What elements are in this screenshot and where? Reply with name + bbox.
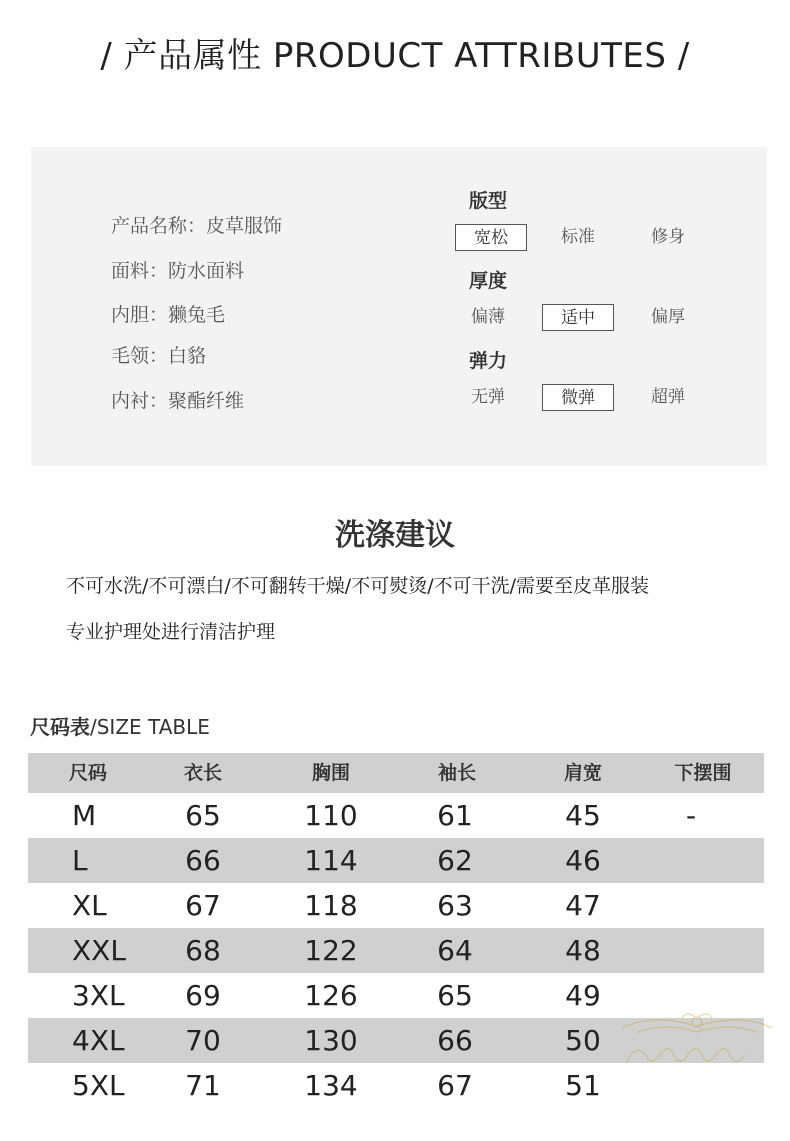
size-table-title: [30, 711, 210, 740]
cell-sleeve: 65: [437, 979, 473, 1012]
cell-chest: 122: [304, 934, 358, 967]
header-chest: 胸围: [311, 762, 350, 784]
fit-option-standard: 标准: [561, 227, 595, 247]
cell-chest: 114: [304, 844, 358, 877]
care-text-line-2: 专业护理处进行清洁护理: [66, 621, 276, 643]
cell-sleeve: 66: [437, 1024, 473, 1057]
cell-size: 5XL: [72, 1069, 125, 1102]
cell-chest: 126: [304, 979, 358, 1012]
elasticity-option-super: 超弹: [651, 387, 685, 407]
thickness-option-medium: 适中: [542, 304, 614, 331]
cell-hem: -: [685, 799, 697, 832]
cell-size: M: [72, 799, 97, 832]
table-row: [28, 883, 764, 928]
header-shoulder: 肩宽: [563, 762, 602, 784]
cell-length: 71: [185, 1069, 221, 1102]
cell-shoulder: 49: [565, 979, 601, 1012]
care-title: 洗涤建议: [335, 518, 455, 553]
thickness-option-thick: 偏厚: [651, 307, 685, 327]
cell-shoulder: 48: [565, 934, 601, 967]
thickness-group-title: 厚度: [469, 270, 508, 292]
thickness-option-thin: 偏薄: [471, 307, 505, 327]
cell-length: 67: [185, 889, 221, 922]
cell-chest: 134: [304, 1069, 358, 1102]
attr-inner-lining: 内衬：聚酯纤维: [111, 390, 245, 412]
header-sleeve: 袖长: [437, 762, 476, 784]
cell-length: 66: [185, 844, 221, 877]
cell-size: 4XL: [72, 1024, 125, 1057]
cell-size: L: [72, 844, 88, 877]
attr-collar: 毛领：白貉: [111, 345, 207, 367]
table-row: [28, 928, 764, 973]
cell-sleeve: 63: [437, 889, 473, 922]
cell-size: 3XL: [72, 979, 125, 1012]
attr-product-name: 产品名称：皮草服饰: [111, 215, 283, 237]
fit-option-slim: 修身: [651, 227, 685, 247]
cell-size: XL: [72, 889, 107, 922]
table-row: [28, 838, 764, 883]
cell-length: 68: [185, 934, 221, 967]
elasticity-group-title: 弹力: [469, 350, 508, 372]
elasticity-option-slight: 微弹: [542, 384, 614, 411]
attr-fabric: 面料：防水面料: [111, 260, 245, 282]
fit-option-loose: 宽松: [455, 224, 527, 251]
cell-size: XXL: [72, 934, 126, 967]
cell-shoulder: 45: [565, 799, 601, 832]
size-table-title-cn: 尺码表: [30, 715, 90, 739]
attr-lining-fur: 内胆：獭兔毛: [111, 304, 226, 326]
product-attributes-panel: [31, 147, 767, 466]
cell-length: 65: [185, 799, 221, 832]
cell-length: 69: [185, 979, 221, 1012]
cell-shoulder: 50: [565, 1024, 601, 1057]
cell-chest: 110: [304, 799, 358, 832]
cell-sleeve: 61: [437, 799, 473, 832]
cell-shoulder: 51: [565, 1069, 601, 1102]
fit-group-title: 版型: [469, 190, 508, 212]
cell-sleeve: 62: [437, 844, 473, 877]
cell-sleeve: 67: [437, 1069, 473, 1102]
cell-sleeve: 64: [437, 934, 473, 967]
cell-shoulder: 46: [565, 844, 601, 877]
care-text-line-1: 不可水洗/不可漂白/不可翻转干燥/不可熨烫/不可干洗/需要至皮革服装: [66, 575, 650, 597]
watermark-ornament: [612, 1008, 782, 1088]
size-table-title-en: /SIZE TABLE: [90, 715, 210, 739]
elasticity-option-none: 无弹: [471, 387, 505, 407]
cell-chest: 118: [304, 889, 358, 922]
size-table-header-row: [28, 753, 764, 793]
header-size: 尺码: [68, 762, 107, 784]
header-hem: 下摆围: [674, 762, 732, 784]
header-length: 衣长: [183, 762, 222, 784]
cell-chest: 130: [304, 1024, 358, 1057]
cell-length: 70: [185, 1024, 221, 1057]
cell-shoulder: 47: [565, 889, 601, 922]
page-title: / 产品属性 PRODUCT ATTRIBUTES /: [100, 36, 690, 76]
table-row: [28, 793, 764, 838]
